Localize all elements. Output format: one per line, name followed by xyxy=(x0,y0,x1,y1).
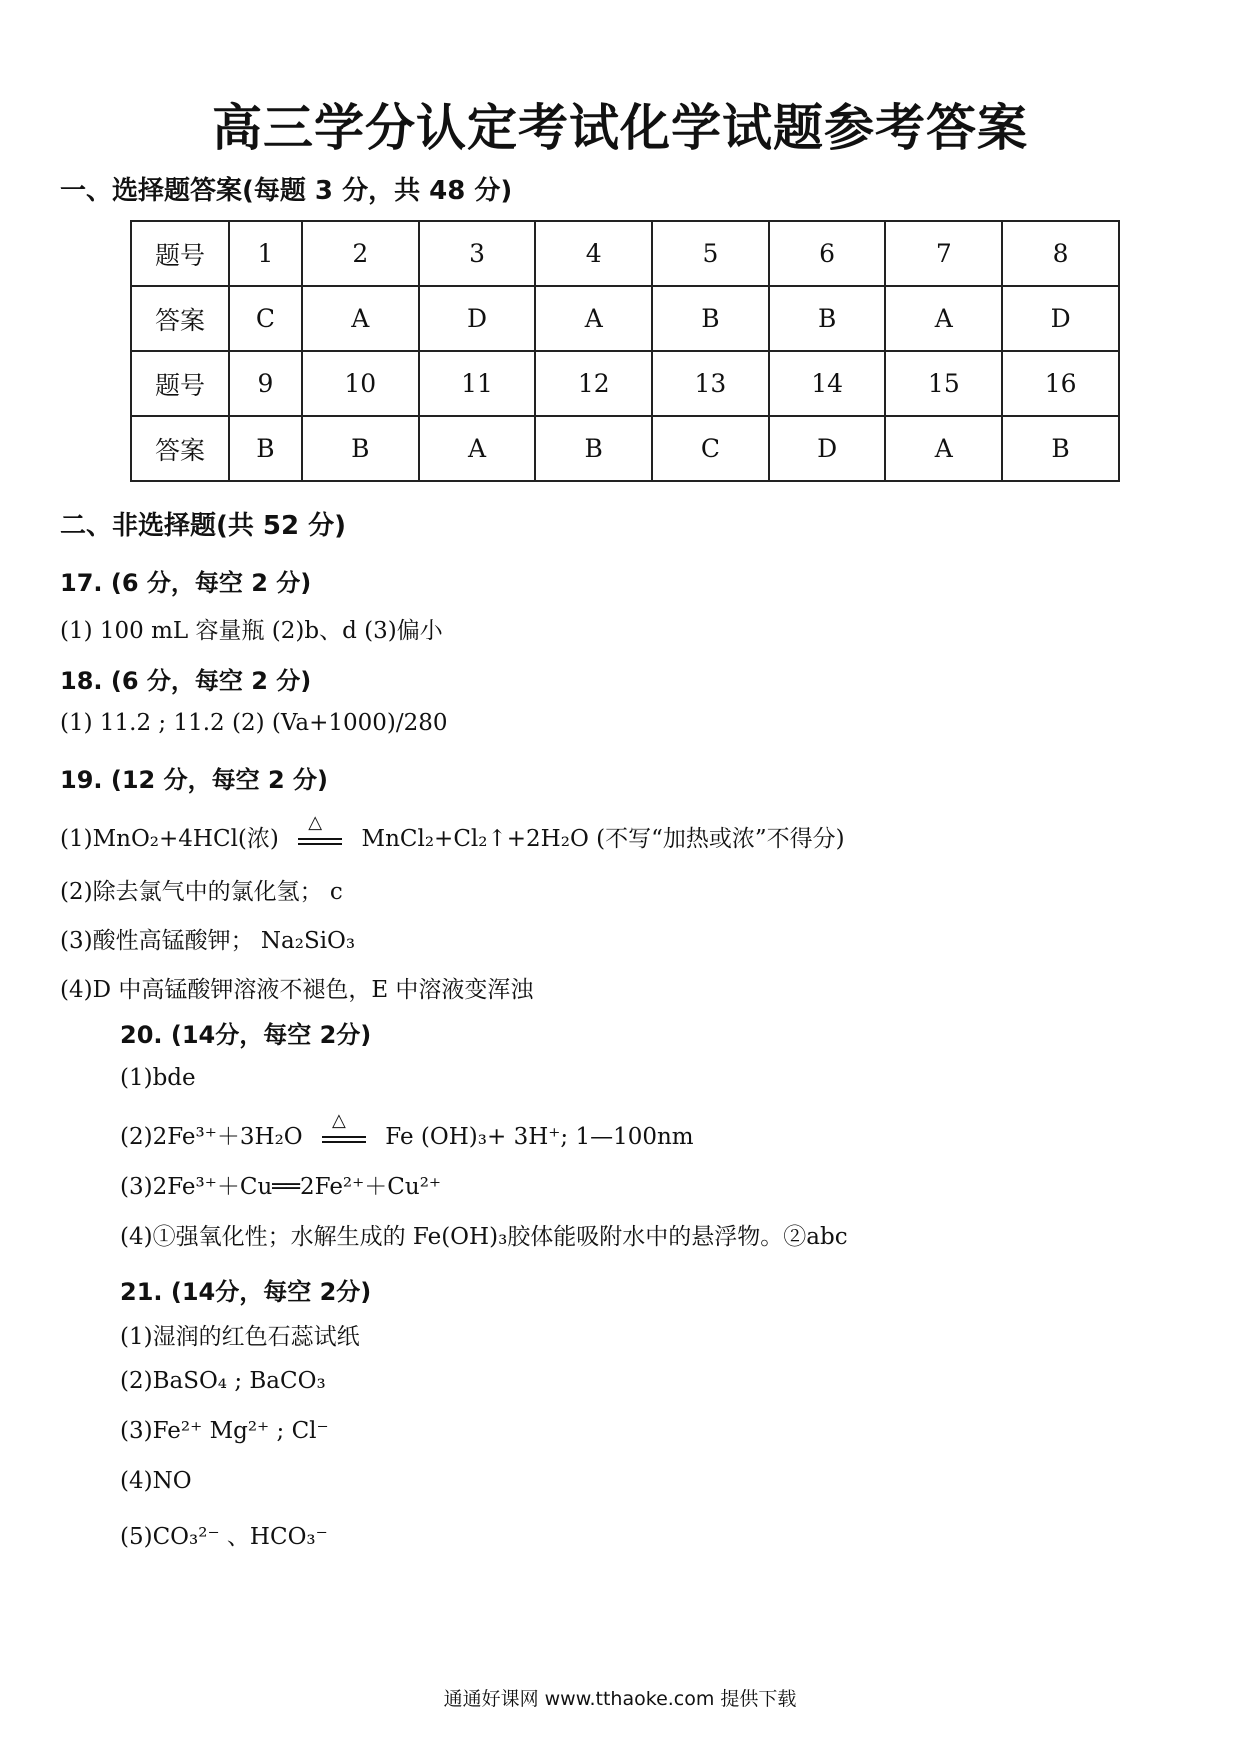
table-cell: 题号 xyxy=(131,221,229,286)
table-cell: 1 xyxy=(229,221,302,286)
q17-answer: (1) 100 mL 容量瓶 (2)b、d (3)偏小 xyxy=(60,618,443,644)
q21-answer-5: (5)CO₃²⁻ 、HCO₃⁻ xyxy=(120,1524,328,1550)
table-cell: 9 xyxy=(229,351,302,416)
q21-answer-2: (2)BaSO₄ ; BaCO₃ xyxy=(120,1368,326,1394)
q21-header: 21. (14分，每空 2分) xyxy=(120,1278,372,1306)
q19-header: 19. (12 分，每空 2 分) xyxy=(60,766,328,794)
table-cell: B xyxy=(535,416,652,481)
section1-heading: 一、选择题答案(每题 3 分，共 48 分) xyxy=(60,176,513,206)
table-cell: 2 xyxy=(302,221,419,286)
q21-answer-4: (4)NO xyxy=(120,1468,192,1494)
table-cell: B xyxy=(302,416,419,481)
q19-answer-3: (3)酸性高锰酸钾； Na₂SiO₃ xyxy=(60,928,356,954)
table-cell: 4 xyxy=(535,221,652,286)
footer-source: 通通好课网 www.tthaoke.com 提供下载 xyxy=(443,1688,797,1710)
q21-answer-3: (3)Fe²⁺ Mg²⁺ ; Cl⁻ xyxy=(120,1418,329,1444)
answer-table xyxy=(130,220,1120,482)
q20-answer-4: (4)①强氧化性；水解生成的 Fe(OH)₃胶体能吸附水中的悬浮物。②abc xyxy=(120,1224,848,1250)
table-cell: B xyxy=(652,286,769,351)
table-cell: C xyxy=(229,286,302,351)
q19-equation-right: MnCl₂+Cl₂↑+2H₂O (不写“加热或浓”不得分) xyxy=(361,826,845,852)
table-cell: B xyxy=(769,286,886,351)
q20-header: 20. (14分，每空 2分) xyxy=(120,1021,372,1049)
page-title: 高三学分认定考试化学试题参考答案 xyxy=(212,99,1028,157)
table-cell: A xyxy=(419,416,536,481)
heat-equals-icon: △ xyxy=(294,828,346,852)
table-cell: 15 xyxy=(885,351,1002,416)
q18-answer: (1) 11.2 ; 11.2 (2) (Va+1000)/280 xyxy=(60,710,448,736)
table-cell: 3 xyxy=(419,221,536,286)
table-cell: 13 xyxy=(652,351,769,416)
q20-equation-left: (2)2Fe³⁺＋3H₂O xyxy=(120,1124,303,1150)
q20-answer-1: (1)bde xyxy=(120,1065,196,1091)
table-row xyxy=(131,221,1119,286)
q19-answer-1 xyxy=(60,812,845,853)
q21-answer-1: (1)湿润的红色石蕊试纸 xyxy=(120,1324,360,1350)
table-cell: 8 xyxy=(1002,221,1119,286)
table-row xyxy=(131,351,1119,416)
table-cell: 12 xyxy=(535,351,652,416)
table-cell: 14 xyxy=(769,351,886,416)
table-cell: 题号 xyxy=(131,351,229,416)
q17-header: 17. (6 分，每空 2 分) xyxy=(60,569,312,597)
q18-header: 18. (6 分，每空 2 分) xyxy=(60,667,312,695)
table-cell: 10 xyxy=(302,351,419,416)
table-cell: D xyxy=(419,286,536,351)
q19-answer-2: (2)除去氯气中的氯化氢； c xyxy=(60,879,343,905)
table-cell: A xyxy=(302,286,419,351)
q20-answer-2 xyxy=(120,1110,694,1151)
table-cell: 11 xyxy=(419,351,536,416)
q20-answer-3: (3)2Fe³⁺＋Cu══2Fe²⁺＋Cu²⁺ xyxy=(120,1174,442,1200)
table-cell: C xyxy=(652,416,769,481)
table-cell: A xyxy=(885,286,1002,351)
table-row xyxy=(131,286,1119,351)
table-cell: 7 xyxy=(885,221,1002,286)
table-cell: B xyxy=(1002,416,1119,481)
table-cell: 答案 xyxy=(131,416,229,481)
q19-equation-left: (1)MnO₂+4HCl(浓) xyxy=(60,826,279,852)
table-cell: D xyxy=(1002,286,1119,351)
table-cell: A xyxy=(885,416,1002,481)
table-cell: 5 xyxy=(652,221,769,286)
table-cell: 16 xyxy=(1002,351,1119,416)
q19-answer-4: (4)D 中高锰酸钾溶液不褪色，E 中溶液变浑浊 xyxy=(60,977,534,1003)
table-cell: D xyxy=(769,416,886,481)
heat-equals-icon: △ xyxy=(318,1126,370,1150)
table-cell: 6 xyxy=(769,221,886,286)
table-cell: A xyxy=(535,286,652,351)
section2-heading: 二、非选择题(共 52 分) xyxy=(60,511,347,541)
table-row xyxy=(131,416,1119,481)
q20-equation-right: Fe (OH)₃+ 3H⁺; 1—100nm xyxy=(385,1124,694,1150)
table-cell: 答案 xyxy=(131,286,229,351)
table-cell: B xyxy=(229,416,302,481)
